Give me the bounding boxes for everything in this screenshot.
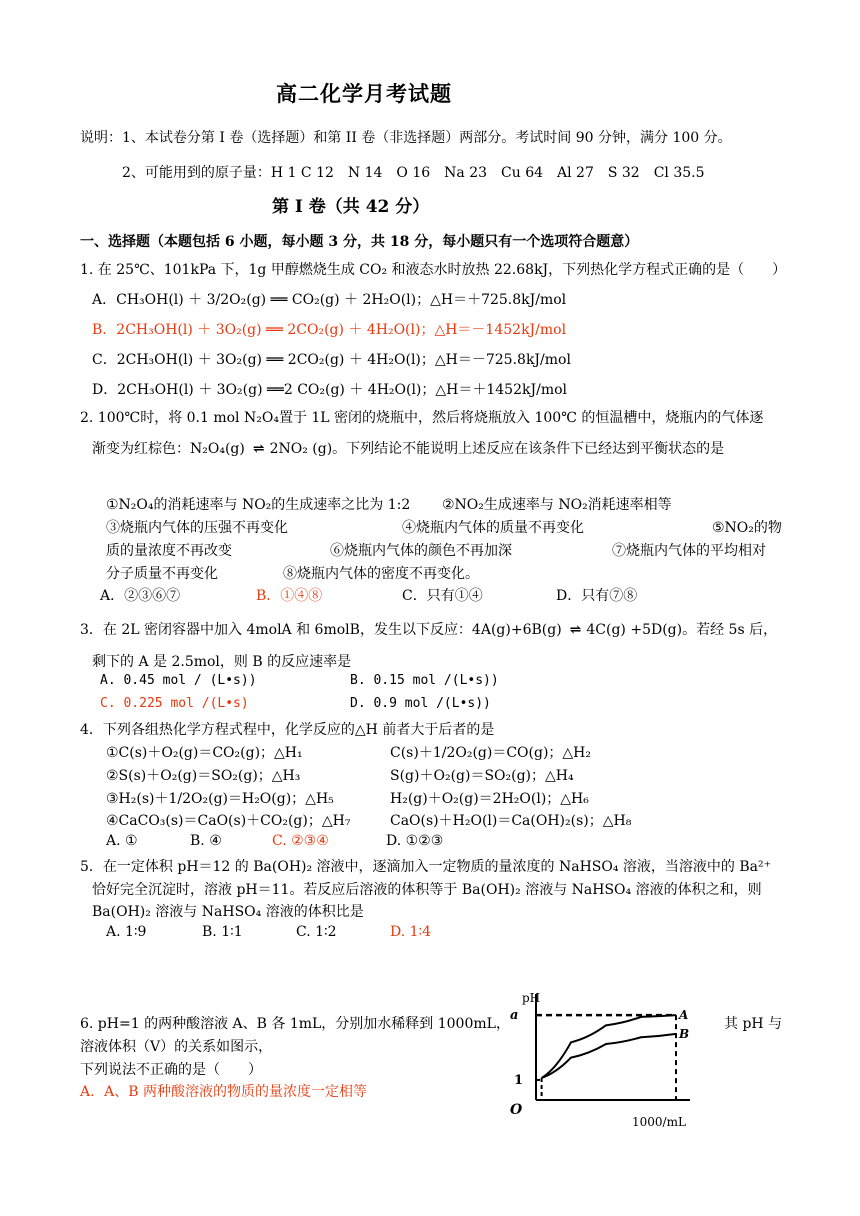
q2-item-7: ⑦烧瓶内气体的平均相对 (612, 543, 766, 559)
q1-option-c: C．2CH₃OH(l) ＋ 3O₂(g) ══ 2CO₂(g) ＋ 4H₂O(l)；△H＝－725.8kJ/mol (92, 352, 571, 368)
q6-stem-line1-end: 其 pH 与 (724, 1016, 783, 1032)
q2-item-5: ⑤NO₂的物 (712, 520, 782, 536)
q2-item-2: ②NO₂生成速率与 NO₂消耗速率相等 (442, 497, 672, 513)
q3-stem-part-a: 3．在 2L 密闭容器中加入 4molA 和 6molB，发生以下反应：4A(g)+6B(g) (80, 622, 562, 638)
q5-option-a: A. 1∶9 (106, 924, 147, 940)
y-tick-label-1: 1 (514, 1072, 524, 1088)
q2-item-8: ⑧烧瓶内气体的密度不再变化。 (283, 566, 479, 582)
q3-option-b: B. 0.15 mol /(L•s)) (350, 673, 499, 688)
q1-option-d: D．2CH₃OH(l) ＋ 3O₂(g) ══2 CO₂(g) ＋ 4H₂O(l)；△H＝＋1452kJ/mol (92, 382, 567, 398)
q4-row2-left: ②S(s)＋O₂(g)＝SO₂(g)；△H₃ (106, 768, 301, 784)
equilibrium-arrow-icon: ⇌ (252, 441, 262, 457)
q4-option-d: D. ①②③ (386, 833, 444, 849)
q4-row2-right: S(g)＋O₂(g)＝SO₂(g)；△H₄ (390, 768, 574, 784)
q2-item-1: ①N₂O₄的消耗速率与 NO₂的生成速率之比为 1:2 (106, 497, 411, 513)
page-title: 高二化学月考试题 (276, 81, 452, 106)
y-axis-label: pH (522, 991, 541, 1005)
q4-row4-left: ④CaCO₃(s)＝CaO(s)＋CO₂(g)；△H₇ (106, 813, 351, 829)
q2-stem-line1: 2. 100℃时，将 0.1 mol N₂O₄置于 1L 密闭的烧瓶中，然后将烧瓶放入 100℃ 的恒温槽中，烧瓶内的气体逐 (80, 410, 764, 426)
part1-title: 第 I 卷（共 42 分） (272, 197, 430, 217)
q6-option-a: A．A、B 两种酸溶液的物质的量浓度一定相等 (80, 1084, 367, 1100)
q3-option-d: D. 0.9 mol /(L•s)) (350, 696, 491, 711)
origin-label: O (510, 1102, 523, 1118)
ph-dilution-chart (498, 980, 708, 1130)
q1-option-b: B．2CH₃OH(l) ＋ 3O₂(g) ══ 2CO₂(g) ＋ 4H₂O(l)；△H＝－1452kJ/mol (92, 322, 567, 338)
y-tick-label-a: a (510, 1008, 519, 1024)
q4-row1-left: ①C(s)＋O₂(g)＝CO₂(g)；△H₁ (106, 745, 303, 761)
q3-stem-part-b: 4C(g) +5D(g)。若经 5s 后， (586, 622, 778, 638)
q6-stem-line1: 6. pH=1 的两种酸溶液 A、B 各 1mL，分别加水稀释到 1000mL， (80, 1016, 510, 1032)
q3-stem-line1 (80, 619, 777, 639)
q4-row1-right: C(s)＋1/2O₂(g)＝CO(g)；△H₂ (390, 745, 591, 761)
q1-option-a: A．CH₃OH(l) ＋ 3/2O₂(g) ══ CO₂(g) ＋ 2H₂O(l)；△H＝＋725.8kJ/mol (92, 292, 567, 308)
q4-option-b: B. ④ (190, 833, 222, 849)
q2-item-7-cont: 分子质量不再变化 (106, 566, 218, 582)
q3-stem-line2: 剩下的 A 是 2.5mol，则 B 的反应速率是 (92, 654, 352, 670)
q6-stem-line3: 下列说法不正确的是（ ） (80, 1062, 262, 1078)
section1-title: 一、选择题（本题包括 6 小题，每小题 3 分，共 18 分，每小题只有一个选项符合题意） (80, 234, 639, 250)
q3-option-a: A. 0.45 mol / (L•s)) (100, 673, 257, 688)
q4-option-a: A. ① (106, 833, 138, 849)
q2-item-4: ④烧瓶内气体的质量不再变化 (402, 520, 584, 536)
note-line-1: 说明：1、本试卷分第 I 卷（选择题）和第 II 卷（非选择题）两部分。考试时间 90 分钟，满分 100 分。 (80, 130, 732, 146)
q4-row3-right: H₂(g)＋O₂(g)＝2H₂O(l)；△H₆ (390, 791, 589, 807)
q2-option-d: D．只有⑦⑧ (556, 588, 638, 604)
q1-stem: 1. 在 25℃、101kPa 下，1g 甲醇燃烧生成 CO₂ 和液态水时放热 22.68kJ，下列热化学方程式正确的是（ ） (80, 262, 787, 278)
q4-option-c: C. ②③④ (272, 833, 329, 849)
q2-stem-part-b: 2NO₂ (g)。下列结论不能说明上述反应在该条件下已经达到平衡状态的是 (269, 441, 725, 457)
q5-stem-line3: Ba(OH)₂ 溶液与 NaHSO₄ 溶液的体积比是 (92, 904, 364, 920)
q3-option-c: C. 0.225 mol /(L•s) (100, 696, 249, 711)
q2-stem-part-a: 渐变为红棕色：N₂O₄(g) (92, 441, 245, 457)
series-a-label: A (679, 1008, 689, 1023)
q2-item-5-cont: 质的量浓度不再改变 (106, 543, 232, 559)
series-a-line (542, 1015, 676, 1078)
x-axis-label: 1000/mL (632, 1115, 686, 1129)
series-b-label: B (679, 1026, 690, 1041)
equilibrium-arrow-icon: ⇌ (569, 622, 579, 638)
q5-option-d: D. 1∶4 (390, 924, 432, 940)
q2-item-6: ⑥烧瓶内气体的颜色不再加深 (330, 543, 512, 559)
q2-option-c: C．只有①④ (402, 588, 483, 604)
q4-stem: 4．下列各组热化学方程式程中，化学反应的△H 前者大于后者的是 (80, 722, 495, 738)
note-line-2: 2、可能用到的原子量：H 1 C 12 N 14 O 16 Na 23 Cu 64 Al 27 S 32 Cl 35.5 (122, 165, 705, 181)
q4-row4-right: CaO(s)＋H₂O(l)＝Ca(OH)₂(s)；△H₈ (390, 813, 632, 829)
q5-option-b: B. 1∶1 (202, 924, 243, 940)
q2-stem-line2 (92, 438, 724, 458)
q2-option-a: A．②③⑥⑦ (100, 588, 181, 604)
q5-stem-line1: 5．在一定体积 pH＝12 的 Ba(OH)₂ 溶液中，逐滴加入一定物质的量浓度的 NaHSO₄ 溶液，当溶液中的 Ba²⁺ (80, 859, 772, 875)
q2-item-3: ③烧瓶内气体的压强不再变化 (106, 520, 288, 536)
q5-stem-line2: 恰好完全沉淀时，溶液 pH＝11。若反应后溶液的体积等于 Ba(OH)₂ 溶液与 NaHSO₄ 溶液的体积之和，则 (92, 882, 762, 898)
q5-option-c: C. 1∶2 (296, 924, 337, 940)
q6-stem-line2: 溶液体积（V）的关系如图示， (80, 1039, 273, 1055)
q2-option-b: B．①④⑧ (256, 588, 323, 604)
q4-row3-left: ③H₂(s)＋1/2O₂(g)＝H₂O(g)；△H₅ (106, 791, 334, 807)
